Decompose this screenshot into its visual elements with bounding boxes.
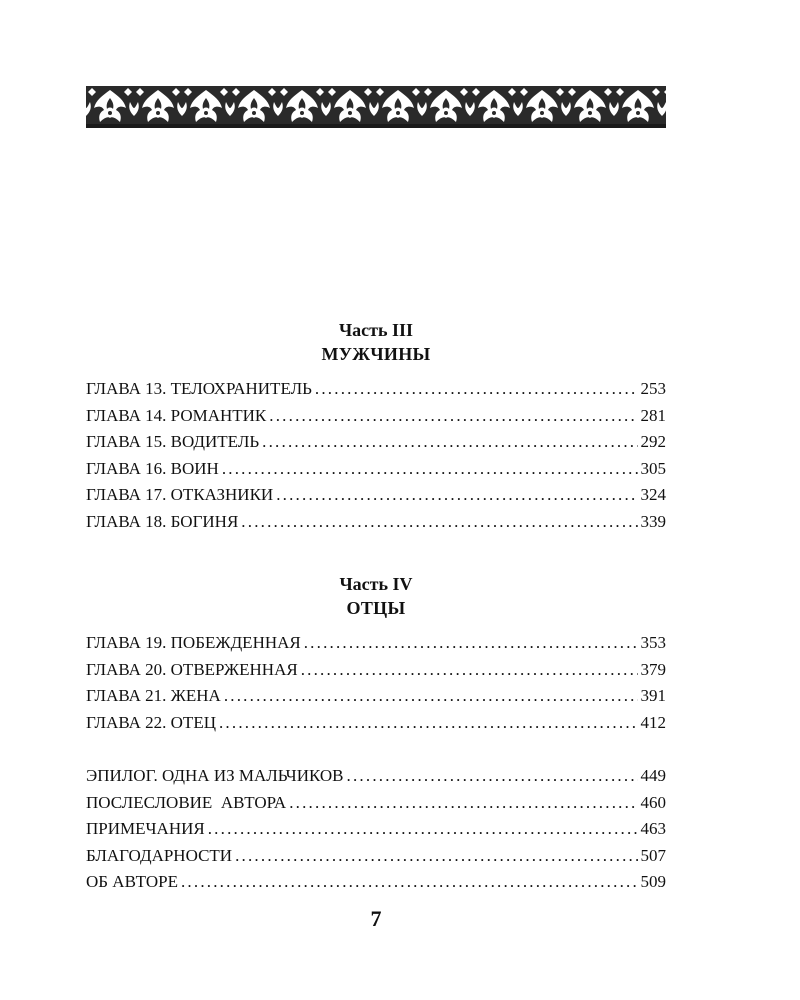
toc-entry-page: 463 — [640, 819, 666, 838]
toc-entry[interactable] — [86, 816, 666, 843]
part-4-heading — [86, 572, 666, 620]
toc-entry-label: ГЛАВА 17. ОТКАЗНИКИ — [86, 485, 274, 504]
toc-entry[interactable] — [86, 456, 666, 483]
dot-leader — [208, 816, 638, 843]
toc-entry-label: ГЛАВА 19. ПОБЕЖДЕННАЯ — [86, 633, 301, 652]
ornamental-border — [86, 86, 666, 128]
toc-entry-page: 281 — [640, 405, 666, 425]
toc-entry-label: БЛАГОДАРНОСТИ — [86, 845, 233, 865]
toc-entry-label: ГЛАВА 22. ОТЕЦ — [86, 712, 216, 732]
dot-leader — [181, 869, 638, 896]
toc-entry-label: ПОСЛЕСЛОВИЕ АВТОРА — [86, 792, 287, 812]
toc-entry[interactable] — [86, 403, 666, 430]
toc-entry-page: 507 — [640, 845, 666, 865]
dot-leader — [315, 376, 638, 403]
part-number: Часть IV — [339, 574, 413, 594]
dot-leader — [241, 509, 637, 536]
toc-entry-label: ГЛАВА 18. БОГИНЯ — [86, 511, 239, 531]
dot-leader — [222, 456, 638, 483]
toc-entry[interactable] — [86, 683, 666, 710]
toc-entry-page: 391 — [640, 686, 666, 705]
toc-entry-label: ГЛАВА 15. ВОДИТЕЛЬ — [86, 432, 260, 451]
toc-entry[interactable] — [86, 630, 666, 657]
page-number: 7 — [370, 906, 382, 931]
toc-entry-label: ГЛАВА 14. РОМАНТИК — [86, 405, 267, 425]
toc-entry-page: 339 — [640, 511, 666, 531]
dot-leader — [219, 710, 638, 737]
toc-entry-page: 353 — [640, 633, 666, 652]
part-title: ОТЦЫ — [346, 598, 406, 618]
toc-entry[interactable] — [86, 790, 666, 817]
toc-entry-label: ПРИМЕЧАНИЯ — [86, 819, 205, 838]
toc-entry-label: ГЛАВА 21. ЖЕНА — [86, 686, 221, 705]
toc-entry[interactable] — [86, 843, 666, 870]
toc-entry-page: 324 — [640, 485, 666, 504]
dot-leader — [304, 630, 638, 657]
toc-entry-label: ОБ АВТОРЕ — [86, 872, 178, 891]
toc-entry-page: 292 — [640, 432, 666, 451]
toc-entry[interactable] — [86, 869, 666, 896]
toc-list-back-matter — [86, 763, 666, 896]
part-number: Часть III — [338, 320, 414, 340]
dot-leader — [276, 482, 637, 509]
toc-entry-label: ГЛАВА 16. ВОИН — [86, 458, 219, 478]
toc-entry-label: ГЛАВА 20. ОТВЕРЖЕННАЯ — [86, 659, 298, 679]
toc-entry[interactable] — [86, 429, 666, 456]
toc-entry-page: 412 — [640, 712, 666, 732]
part-3-heading — [86, 318, 666, 366]
toc-entry-page: 460 — [640, 792, 666, 812]
toc-entry-page: 379 — [640, 659, 666, 679]
dot-leader — [235, 843, 637, 870]
dot-leader — [262, 429, 637, 456]
toc-list-part-3 — [86, 376, 666, 535]
dot-leader — [269, 403, 637, 430]
dot-leader — [289, 790, 637, 817]
dot-leader — [347, 763, 638, 790]
part-title: МУЖЧИНЫ — [321, 344, 431, 364]
toc-entry[interactable] — [86, 376, 666, 403]
dot-leader — [301, 657, 638, 684]
toc-entry[interactable] — [86, 710, 666, 737]
dot-leader — [224, 683, 638, 710]
toc-entry[interactable] — [86, 482, 666, 509]
toc-entry-page: 449 — [640, 766, 666, 785]
toc-list-part-4 — [86, 630, 666, 736]
toc-entry-page: 509 — [640, 872, 666, 891]
toc-entry[interactable] — [86, 657, 666, 684]
toc-entry-page: 305 — [640, 458, 666, 478]
toc-entry-label: ГЛАВА 13. ТЕЛОХРАНИТЕЛЬ — [86, 379, 312, 398]
toc-entry-page: 253 — [640, 379, 666, 398]
toc-entry-label: ЭПИЛОГ. ОДНА ИЗ МАЛЬЧИКОВ — [86, 766, 344, 785]
toc-entry[interactable] — [86, 509, 666, 536]
toc-entry[interactable] — [86, 763, 666, 790]
